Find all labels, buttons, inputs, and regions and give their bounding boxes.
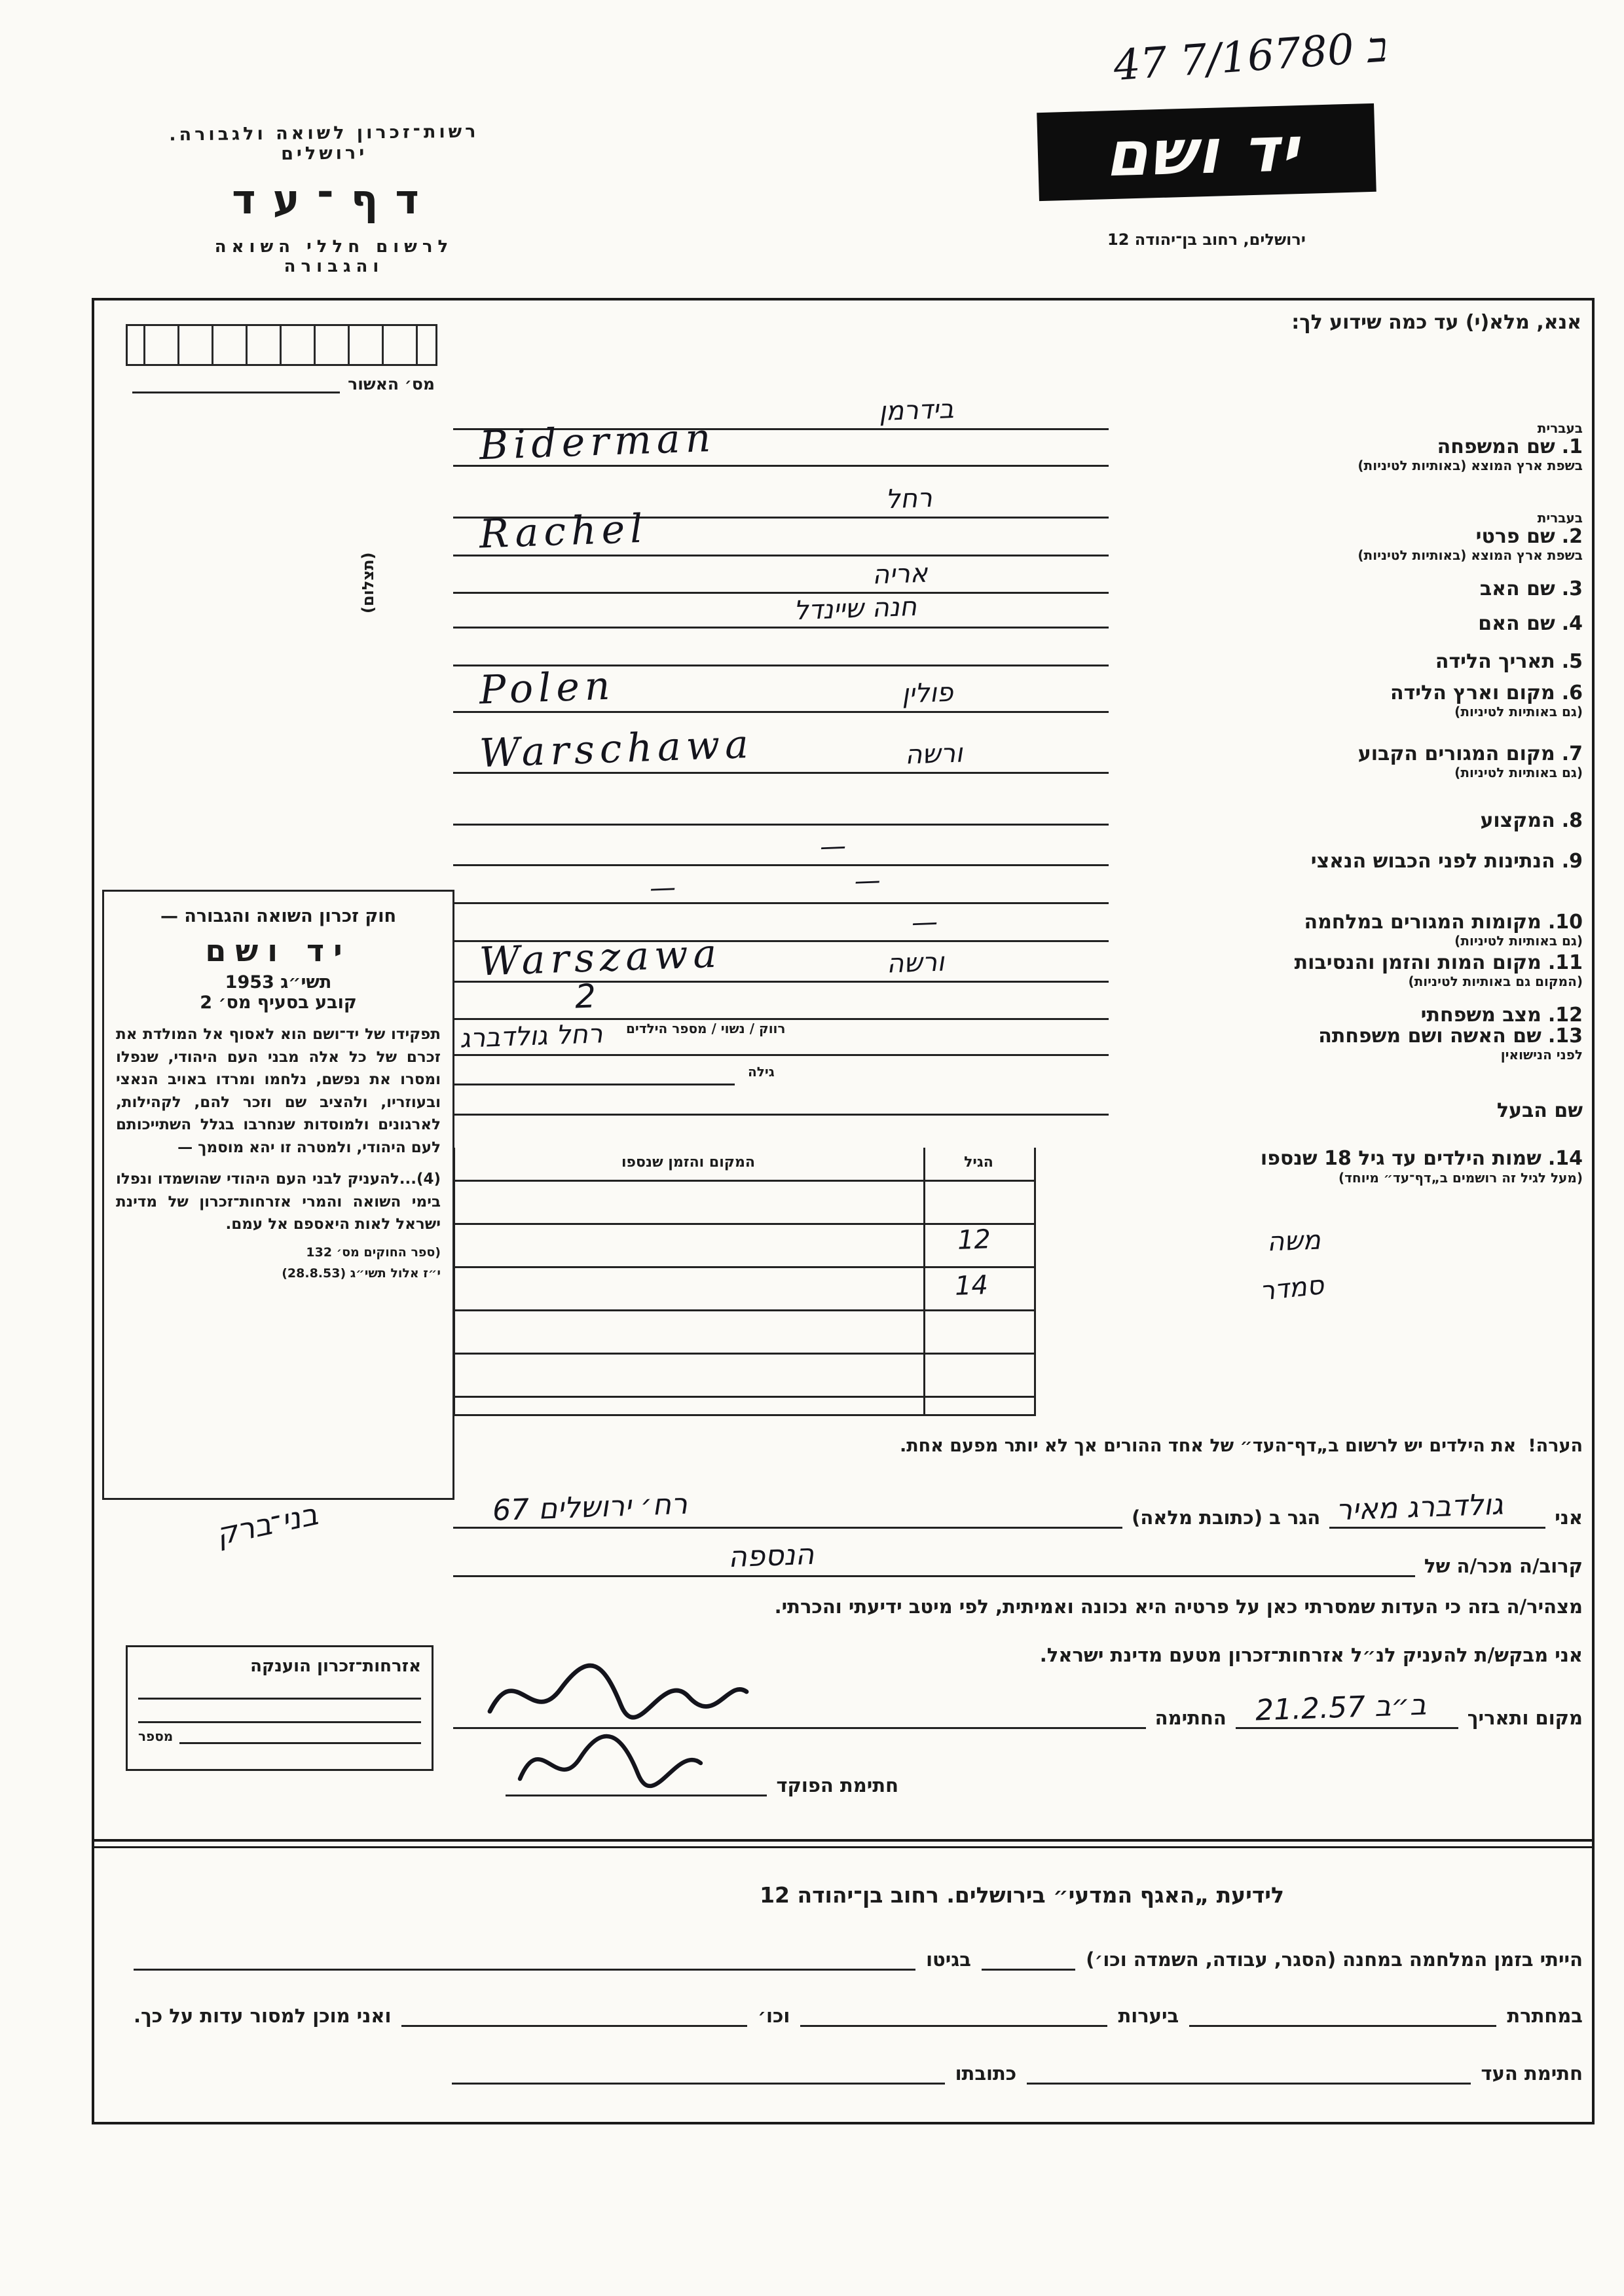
- law-clause: קובע בסעיף מס׳ 2: [200, 993, 357, 1013]
- photo-placeholder-label: (תצלום): [359, 552, 377, 613]
- field-label: מקום המות והזמן והנסיבות: [1294, 951, 1541, 974]
- citizenship-box: [126, 1645, 434, 1771]
- field-label: מקום וארץ הלידה: [1390, 681, 1555, 704]
- field-number: 11.: [1547, 951, 1583, 974]
- field-number: 8.: [1561, 809, 1583, 832]
- marital-status-line-label: רווק / נשוי / מספר הילדים: [626, 1021, 786, 1036]
- declaration-line-clerk: [506, 1757, 898, 1796]
- field-subnote: (גם באותיות לטיניות): [1454, 933, 1583, 949]
- handwritten-family-name-hebrew: בידרמן: [878, 394, 955, 427]
- handwritten-first-name-hebrew: רחל: [885, 483, 933, 515]
- citizenship-line: [138, 1700, 421, 1723]
- place-date-line: [1236, 1688, 1458, 1729]
- handwritten-child-age: 12: [957, 1224, 991, 1256]
- declaration-request: אני מבקש/ת להעניק לנ״ל אזרחות־זכרון מטעם מדינת ישראל.: [1039, 1644, 1583, 1666]
- handwritten-dash: —: [911, 907, 938, 938]
- note-lead: הערה!: [1528, 1436, 1583, 1456]
- table-border: [453, 1223, 1036, 1225]
- handwritten-birth-place-latin: Polen: [478, 663, 616, 714]
- handwritten-residence-hebrew: ורשה: [904, 738, 963, 771]
- fill-line: [453, 930, 1109, 985]
- main-form: [92, 298, 1595, 2124]
- field-number: 9.: [1561, 849, 1583, 873]
- handwritten-first-name-latin: Rachel: [478, 505, 649, 558]
- handwritten-relation: הנספה: [728, 1537, 815, 1575]
- bottom-section: [134, 1865, 1583, 2085]
- handwritten-declarant-name: גולדברג מאיר: [1335, 1487, 1504, 1527]
- field-label: תאריך הלידה: [1435, 649, 1555, 673]
- handwritten-death-place-hebrew: ורשה: [886, 947, 945, 979]
- declaration-line-signature: [453, 1688, 1583, 1729]
- witness-signature: [479, 1652, 754, 1731]
- field-subnote: (גם באותיות לטיניות): [1454, 704, 1583, 720]
- citizenship-line: [138, 1676, 421, 1700]
- field-subnote: (מעל לגיל זה רושמים ב„דף־עד״ מיוחד): [1338, 1169, 1583, 1186]
- field-subnote: (המקום גם באותיות לטיניות): [1408, 974, 1583, 989]
- table-border: [453, 1266, 1036, 1268]
- fill-line: [453, 977, 1109, 1036]
- fill-line: [453, 591, 1109, 629]
- handwritten-father-name: אריה: [872, 558, 929, 591]
- field-subnote: בעברית: [1537, 420, 1583, 436]
- field-label-block: [1109, 511, 1583, 564]
- fill-line: [453, 556, 1109, 594]
- citizenship-number-line: [179, 1726, 421, 1744]
- camps-label: הייתי בזמן המלחמה במחנה (הסגר, עבודה, השמדה וכו׳): [1086, 1948, 1583, 1971]
- signature-line: [453, 1700, 1146, 1729]
- table-border: [453, 1180, 1036, 1182]
- citizenship-footer: [138, 1726, 421, 1744]
- field-subnote: בעברית: [1537, 509, 1583, 526]
- forests-label: ביערות: [1118, 2005, 1179, 2027]
- field-subnote: בשפת ארץ המוצא (באותיות לטיניות): [1357, 547, 1583, 563]
- tally-marks-box: [126, 324, 437, 366]
- declaration-line-identity: [453, 1487, 1583, 1529]
- clerk-signature-label: חתימת הפוקד: [776, 1774, 898, 1796]
- field-number: 2.: [1561, 524, 1583, 548]
- law-title: חוק זכרון השואה והגבורה —: [160, 906, 397, 926]
- relation-line: [453, 1537, 1415, 1577]
- handwritten-children-count: 2: [574, 977, 597, 1016]
- note-text: את הילדים יש לרשום ב„דף־העד״ של אחד ההורים אך לא יותר מפעם אחת.: [899, 1436, 1517, 1456]
- field-row-birth-place: [453, 663, 1583, 720]
- field-label: שם האשה ושם משפחתה: [1318, 1024, 1541, 1048]
- field-label: שם האב: [1479, 577, 1555, 600]
- underground-label: במחתרת: [1507, 2005, 1583, 2027]
- field-row-husband-name: [453, 1056, 1583, 1122]
- handwritten-place-date: ב״ב 21.2.57: [1254, 1688, 1427, 1728]
- field-number: 6.: [1561, 681, 1583, 704]
- yad-vashem-logo-text: יד ושם: [1103, 113, 1310, 191]
- field-label: מצב משפחתי: [1420, 1003, 1541, 1027]
- declarant-name-line: [1329, 1487, 1545, 1529]
- bottom-row-camps: [134, 1948, 1583, 1971]
- field-label: מקומות המגורים במלחמה: [1304, 910, 1541, 934]
- field-number: 12.: [1547, 1003, 1583, 1027]
- field-row-profession: [453, 774, 1583, 832]
- relation-label: קרוב/ה מכר/ה של: [1424, 1555, 1583, 1577]
- field-row-first-name: [453, 467, 1583, 563]
- reference-number-handwritten: 47 ב 7/16780: [1112, 23, 1390, 91]
- handwritten-wife-name: רחל גולדברג: [459, 1019, 604, 1054]
- approval-number-line: [132, 374, 340, 393]
- field-row-father-name: [453, 556, 1583, 600]
- witness-signature-label: חתימת העד: [1481, 2062, 1583, 2085]
- approval-number-row: [132, 374, 435, 393]
- field-label: שם הבעל: [1496, 1099, 1583, 1122]
- address-label: הגר ב (כתובת מלאה): [1132, 1506, 1321, 1529]
- signature-label: החתימה: [1154, 1707, 1227, 1729]
- table-border: [1034, 1148, 1036, 1416]
- field-row-children: [453, 1148, 1583, 1416]
- field-label: המקצוע: [1480, 809, 1555, 832]
- table-header-place: המקום והזמן שנספו: [621, 1154, 755, 1171]
- place-date-label: מקום ותאריך: [1467, 1707, 1583, 1729]
- field-label: שם האם: [1478, 611, 1555, 635]
- bottom-row-witness: [134, 2062, 1583, 2085]
- field-label: מקום המגורים הקבוע: [1357, 742, 1555, 765]
- citizenship-number-label: מספר: [138, 1728, 174, 1744]
- field-subnote: בשפת ארץ המוצא (באותיות לטיניות): [1357, 458, 1583, 473]
- declaration-line-relation: [453, 1539, 1583, 1577]
- table-border: [453, 1309, 1036, 1311]
- fill-line: [453, 788, 1109, 826]
- field-number: 5.: [1561, 649, 1583, 673]
- field-number: 1.: [1561, 435, 1583, 458]
- declarant-i-label: אני: [1555, 1506, 1583, 1529]
- logo-address: ירושלים, רחוב בן־יהודה 12: [1107, 230, 1306, 249]
- fill-line: [453, 1078, 1109, 1116]
- fill-line: [453, 629, 1109, 666]
- handwritten-child-name: סמדר: [1259, 1270, 1326, 1307]
- blank-line: [452, 2062, 945, 2085]
- witness-address-label: כתובתו: [955, 2062, 1017, 2085]
- blank-line: [1027, 2062, 1470, 2085]
- blank-line: [1189, 2005, 1496, 2027]
- table-header-age: הגיל: [964, 1154, 993, 1171]
- law-source-line-2: י״ז אלול תשי״ג (28.8.53): [282, 1266, 441, 1281]
- field-number: 14.: [1547, 1147, 1583, 1170]
- field-number: 13.: [1547, 1024, 1583, 1048]
- declarant-address-line: [453, 1487, 1122, 1529]
- children-table: [453, 1148, 1036, 1416]
- citizenship-title: אזרחות־זכרון הוענקה: [250, 1656, 421, 1676]
- handwritten-family-name-latin: Biderman: [478, 414, 717, 469]
- authority-stamp: רשות־זכרון לשואה ולגבורה. ירושלים: [169, 121, 479, 164]
- field-row-death-place: [453, 930, 1583, 989]
- handwritten-declarant-address: רח׳ ירושלים 67: [492, 1487, 688, 1528]
- field-number: 4.: [1561, 611, 1583, 635]
- field-row-birth-date: [453, 629, 1583, 673]
- field-label-block: [1109, 1100, 1583, 1123]
- table-border: [923, 1148, 925, 1416]
- form-subtitle: לרשום חללי השואה והגבורה: [214, 237, 454, 276]
- clerk-signature-line: [506, 1768, 767, 1796]
- field-row-nationality: [453, 826, 1583, 873]
- table-border: [453, 1414, 1036, 1416]
- fill-line: [453, 721, 1109, 777]
- handwritten-birth-place-hebrew: פולין: [901, 677, 954, 710]
- field-row-family-name: [453, 386, 1583, 473]
- bottom-row-underground: [134, 2005, 1583, 2027]
- fill-line: [453, 663, 1109, 714]
- handwritten-dash: — —: [649, 865, 881, 904]
- handwritten-dash: —: [819, 831, 847, 862]
- yad-vashem-logo: [1037, 103, 1376, 201]
- ghetto-label: בגיטו: [926, 1948, 971, 1971]
- section-divider: [94, 1839, 1592, 1848]
- declaration-statement: מצהיר/ה בזה כי העדות שמסרתי כאן על פרטיה היא נכונה ואמיתית, לפי מיטב ידיעתי והכרתי.: [774, 1595, 1583, 1618]
- law-paragraph-2: (4)...להעניק לבני העם היהודי שהושמדו ונפלו בימי השואה והמרי אזרחות־זכרון של מדינת ישראל לאות היאספם אל עמם.: [116, 1171, 441, 1233]
- bottom-heading: לידיעת „האגף המדעי״ בירושלים. רחוב בן־יהודה 12: [760, 1882, 1284, 1908]
- age-label: גילה: [748, 1064, 775, 1080]
- field-row-wartime-residences: [453, 865, 1583, 949]
- handwritten-residence-latin: Warschawa: [478, 721, 754, 777]
- form-title: דף־עד: [232, 175, 436, 223]
- etc-label: וכו׳: [758, 2005, 790, 2027]
- field-label: הנתינות לפני הכבוש הנאצי: [1310, 849, 1555, 873]
- table-border: [453, 1396, 1036, 1398]
- blank-line: [134, 1948, 915, 1971]
- handwritten-child-name: משה: [1266, 1225, 1321, 1258]
- law-box: [102, 890, 454, 1500]
- table-border: [453, 1148, 455, 1416]
- field-number: 3.: [1561, 577, 1583, 600]
- blank-line: [800, 2005, 1107, 2027]
- fill-line: [453, 866, 1109, 904]
- field-label: שם פרטי: [1475, 524, 1555, 548]
- law-year: תשי״ג 1953: [225, 972, 332, 993]
- fields-area: [453, 386, 1583, 1846]
- field-row-residence: [453, 713, 1583, 780]
- field-number: 10.: [1547, 910, 1583, 934]
- field-label-block: [1109, 421, 1583, 474]
- field-subnote: לפני הנישואין: [1500, 1047, 1583, 1063]
- handwritten-mother-name: חנה שיינדל: [793, 591, 917, 627]
- fill-line: [453, 828, 1109, 866]
- fill-line-latin: [453, 414, 1109, 469]
- field-label: שם המשפחה: [1437, 435, 1555, 458]
- willing-to-testify-note: ואני מוכן למסור עדות על כך.: [134, 2005, 392, 2027]
- field-row-mother-name: [453, 591, 1583, 635]
- blank-line: [982, 1948, 1075, 1971]
- fill-line-latin: [453, 505, 1109, 558]
- field-label: שמות הילדים עד גיל 18 שנספו: [1260, 1147, 1541, 1170]
- handwritten-city: בני־ברק: [213, 1496, 321, 1552]
- children-note-line: [453, 1436, 1583, 1456]
- table-border: [453, 1353, 1036, 1355]
- approval-number-label: מס׳ האשור: [348, 374, 435, 393]
- clerk-signature: [512, 1726, 709, 1798]
- field-number: 7.: [1561, 742, 1583, 765]
- field-subnote: (גם באותיות לטיניות): [1454, 765, 1583, 780]
- law-source-line-1: (ספר החוקים מס׳ 132: [306, 1245, 441, 1260]
- law-brand: יד ושם: [205, 933, 352, 968]
- law-paragraph-1: תפקידו של יד־ושם הוא לאסוף אל המולדת את זכרם של כל אלה מבני העם היהודי, שנפלו ומסרו את נפשם, נלחמו ומרדו באויב הנאצי ובעוזריו, ולהציב שם וזכר להם, לקהילות, לארגונים ולמוסדות שנחרבו בגלל השתייכותם לעם היהודי, ולמטרה זו יהא מוסמך —: [116, 1026, 441, 1156]
- intro-note: אנא, מלא(י) עד כמה שידוע לך:: [1291, 311, 1581, 334]
- field-label-block: [1109, 1148, 1583, 1186]
- handwritten-death-place-latin: Warszawa: [478, 930, 723, 985]
- blank-line: [401, 2005, 747, 2027]
- handwritten-child-age: 14: [954, 1270, 989, 1302]
